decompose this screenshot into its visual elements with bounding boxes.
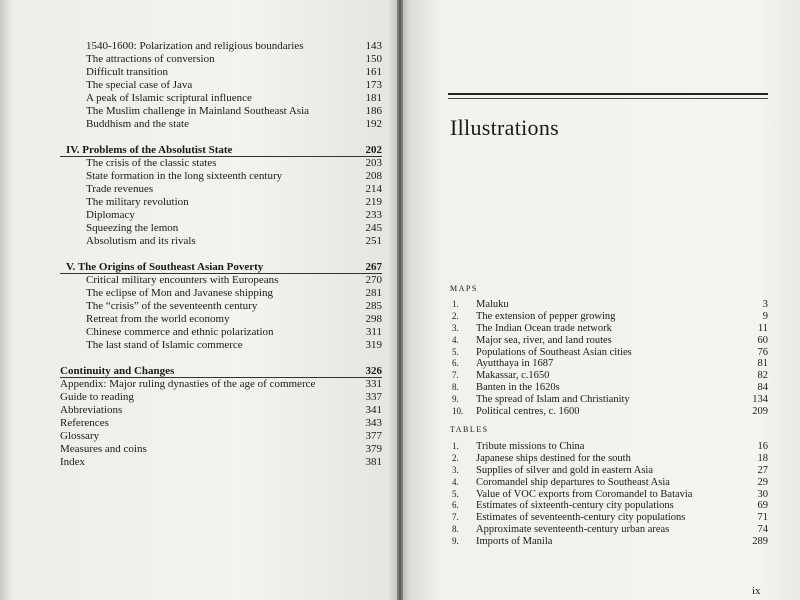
toc-backmatter-entry	[60, 404, 382, 417]
illustrations-title: Illustrations	[450, 115, 560, 140]
toc-entry-page: 161	[365, 66, 382, 78]
toc-entry-page: 281	[365, 287, 382, 299]
entry-page: 11	[757, 322, 768, 334]
entry-page: 3	[762, 299, 768, 310]
toc-entry	[60, 274, 382, 287]
entry-page: 18	[757, 452, 768, 464]
entry-number: 6.	[452, 500, 459, 511]
toc-entry-title: References	[60, 417, 109, 429]
toc-entry-page: 337	[365, 391, 382, 403]
entry-number: 2.	[452, 310, 459, 321]
maps-label: MAPS	[450, 284, 478, 293]
entry-title: Banten in the 1620s	[476, 382, 560, 394]
entry-number: 6.	[452, 358, 459, 369]
table-entry	[450, 489, 768, 501]
entry-number: 5.	[452, 488, 459, 499]
toc-entry-page: 233	[365, 209, 382, 221]
toc-entry	[60, 326, 382, 339]
entry-title: Imports of Manila	[476, 536, 553, 548]
toc-entry	[60, 105, 382, 118]
toc-entry-title: Buddhism and the state	[86, 118, 189, 130]
toc-entry-title: The Muslim challenge in Mainland Southeast Asia	[86, 105, 310, 117]
toc-entry-page: 285	[365, 300, 382, 312]
toc-entry-title: Difficult transition	[86, 66, 168, 78]
maps-list	[450, 299, 768, 418]
toc-backmatter-entry	[60, 391, 382, 404]
entry-page: 84	[757, 382, 768, 394]
toc-entry-page: 203	[365, 157, 382, 169]
toc-entry-title: Chinese commerce and ethnic polarization	[86, 326, 274, 338]
toc-entry-title: The “crisis” of the seventeenth century	[86, 300, 258, 312]
entry-number: 4.	[452, 476, 459, 487]
entry-page: 289	[752, 536, 768, 548]
toc-entry-page: 214	[365, 183, 382, 195]
toc-entry-page: 208	[365, 170, 382, 182]
entry-title: Estimates of sixteenth-century city populations	[476, 500, 674, 512]
entry-number: 9.	[452, 394, 459, 405]
toc-entry-title: Appendix: Major ruling dynasties of the age of commerce	[60, 378, 316, 390]
map-entry	[450, 311, 768, 323]
entry-title: Coromandel ship departures to Southeast Asia	[476, 476, 670, 488]
toc-gap	[60, 248, 382, 261]
entry-title: Major sea, river, and land routes	[476, 334, 612, 346]
toc-section-heading	[60, 365, 382, 378]
entry-page: 82	[757, 370, 768, 382]
toc-entry-title: Index	[60, 456, 86, 468]
toc-entry-page: 319	[365, 339, 382, 351]
map-entry	[450, 299, 768, 311]
toc-entry	[60, 118, 382, 131]
map-entry	[450, 323, 768, 335]
toc-backmatter-entry	[60, 430, 382, 443]
toc-entry-page: 311	[365, 326, 382, 338]
toc-entry-title: Guide to reading	[60, 391, 134, 403]
toc-entry-title: The attractions of conversion	[86, 53, 215, 65]
entry-title: Ayutthaya in 1687	[476, 358, 554, 370]
map-entry	[450, 370, 768, 382]
toc-entry	[60, 339, 382, 352]
toc-entry-title: Glossary	[60, 430, 100, 442]
page-number: ix	[752, 585, 761, 597]
toc-entry	[60, 209, 382, 222]
toc-entry-page: 326	[365, 365, 382, 377]
toc-gap	[60, 352, 382, 365]
entry-page: 71	[757, 512, 768, 524]
toc-entry-page: 245	[365, 222, 382, 234]
table-entry	[450, 512, 768, 524]
toc-entry	[60, 66, 382, 79]
toc-entry-page: 381	[365, 456, 382, 468]
toc-entry-title: The last stand of Islamic commerce	[86, 339, 243, 351]
header-rule-thick	[448, 93, 768, 95]
toc-gap	[60, 131, 382, 144]
toc-entry-title: Absolutism and its rivals	[86, 235, 196, 247]
toc-entry	[60, 235, 382, 248]
toc-entry	[60, 183, 382, 196]
toc-entry-page: 143	[365, 40, 382, 52]
entry-number: 10.	[452, 406, 464, 417]
map-entry	[450, 382, 768, 394]
toc-backmatter-entry	[60, 456, 382, 469]
toc-entry	[60, 79, 382, 92]
table-entry	[450, 465, 768, 477]
toc-entry-page: 219	[365, 196, 382, 208]
toc-backmatter-entry	[60, 417, 382, 430]
toc-entry-title: The special case of Java	[86, 79, 193, 91]
toc-section-title: IV. Problems of the Absolutist State	[66, 144, 233, 156]
toc-entry	[60, 196, 382, 209]
toc-backmatter-entry	[60, 378, 382, 391]
entry-page: 60	[757, 334, 768, 346]
toc-entry-page: 298	[365, 313, 382, 325]
table-entry	[450, 536, 768, 548]
map-entry	[450, 335, 768, 347]
table-entry	[450, 453, 768, 465]
toc-entry-title: The eclipse of Mon and Javanese shipping	[86, 287, 273, 299]
entry-page: 209	[752, 406, 768, 418]
entry-title: Maluku	[476, 299, 509, 310]
toc-entry-page: 341	[365, 404, 382, 416]
entry-number: 1.	[452, 299, 459, 309]
toc-entry-title: Trade revenues	[86, 183, 154, 195]
map-entry	[450, 406, 768, 418]
entry-number: 5.	[452, 346, 459, 357]
table-of-contents	[60, 40, 382, 469]
entry-number: 8.	[452, 524, 459, 535]
toc-entry-page: 150	[365, 53, 382, 65]
map-entry	[450, 394, 768, 406]
toc-entry-page: 270	[365, 274, 382, 286]
toc-entry-title: Critical military encounters with Europeans	[86, 274, 279, 286]
toc-entry-page: 331	[365, 378, 382, 390]
table-entry	[450, 477, 768, 489]
entry-number: 4.	[452, 334, 459, 345]
entry-title: The extension of pepper growing	[476, 310, 616, 322]
toc-entry-title: Continuity and Changes	[60, 365, 175, 377]
entry-number: 7.	[452, 512, 459, 523]
table-entry	[450, 524, 768, 536]
toc-section-page: 202	[365, 144, 382, 156]
toc-entry-title: The military revolution	[86, 196, 189, 208]
toc-entry	[60, 170, 382, 183]
entry-number: 3.	[452, 464, 459, 475]
entry-page: 76	[757, 346, 768, 358]
header-rule-thin	[448, 98, 768, 99]
entry-number: 7.	[452, 370, 459, 381]
entry-page: 9	[762, 310, 768, 322]
table-entry	[450, 500, 768, 512]
entry-number: 2.	[452, 452, 459, 463]
toc-entry-page: 192	[365, 118, 382, 130]
entry-number: 9.	[452, 536, 459, 547]
toc-entry	[60, 313, 382, 326]
toc-section-title: V. The Origins of Southeast Asian Poverty	[66, 261, 264, 273]
entry-title: Japanese ships destined for the south	[476, 452, 631, 464]
book-gutter	[397, 0, 403, 600]
tables-label: TABLES	[450, 425, 489, 434]
entry-title: Political centres, c. 1600	[476, 406, 580, 418]
toc-entry	[60, 300, 382, 313]
toc-section-heading	[60, 144, 382, 157]
toc-section-heading	[60, 261, 382, 274]
entry-title: Makassar, c.1650	[476, 370, 550, 382]
toc-entry	[60, 157, 382, 170]
toc-entry-title: Squeezing the lemon	[86, 222, 179, 234]
entry-title: Estimates of seventeenth-century city populations	[476, 512, 686, 524]
toc-entry-page: 186	[365, 105, 382, 117]
toc-entry	[60, 53, 382, 66]
toc-entry-title: Abbreviations	[60, 404, 123, 416]
entry-page: 16	[757, 441, 768, 452]
entry-title: Supplies of silver and gold in eastern Asia	[476, 464, 654, 476]
table-entry	[450, 441, 768, 453]
entry-title: The Indian Ocean trade network	[476, 322, 612, 334]
entry-page: 134	[752, 394, 768, 406]
toc-entry	[60, 222, 382, 235]
toc-entry-page: 377	[365, 430, 382, 442]
toc-entry-title: Diplomacy	[86, 209, 135, 221]
map-entry	[450, 347, 768, 359]
toc-entry-title: State formation in the long sixteenth century	[86, 170, 283, 182]
toc-entry-title: A peak of Islamic scriptural influence	[86, 92, 252, 104]
toc-entry-page: 251	[365, 235, 382, 247]
toc-backmatter-entry	[60, 443, 382, 456]
entry-page: 74	[757, 524, 768, 536]
toc-entry	[60, 40, 382, 53]
tables-list	[450, 441, 768, 548]
entry-title: The spread of Islam and Christianity	[476, 394, 630, 406]
entry-number: 1.	[452, 441, 459, 451]
entry-number: 3.	[452, 322, 459, 333]
entry-title: Approximate seventeenth-century urban areas	[476, 524, 670, 536]
entry-page: 81	[757, 358, 768, 370]
toc-entry	[60, 287, 382, 300]
toc-entry-title: Retreat from the world economy	[86, 313, 230, 325]
toc-entry-title: The crisis of the classic states	[86, 157, 217, 169]
entry-page: 29	[757, 476, 768, 488]
map-entry	[450, 358, 768, 370]
entry-title: Value of VOC exports from Coromandel to Batavia	[476, 488, 693, 500]
toc-entry-page: 181	[365, 92, 382, 104]
entry-title: Tribute missions to China	[476, 441, 585, 452]
toc-entry-title: Measures and coins	[60, 443, 147, 455]
entry-page: 30	[757, 488, 768, 500]
toc-entry-title: 1540-1600: Polarization and religious boundaries	[86, 40, 304, 52]
toc-entry-page: 173	[365, 79, 382, 91]
toc-section-page: 267	[365, 261, 382, 273]
toc-entry-page: 343	[365, 417, 382, 429]
toc-entry-page: 379	[365, 443, 382, 455]
entry-number: 8.	[452, 382, 459, 393]
entry-page: 69	[757, 500, 768, 512]
entry-title: Populations of Southeast Asian cities	[476, 346, 632, 358]
entry-page: 27	[757, 464, 768, 476]
toc-entry	[60, 92, 382, 105]
